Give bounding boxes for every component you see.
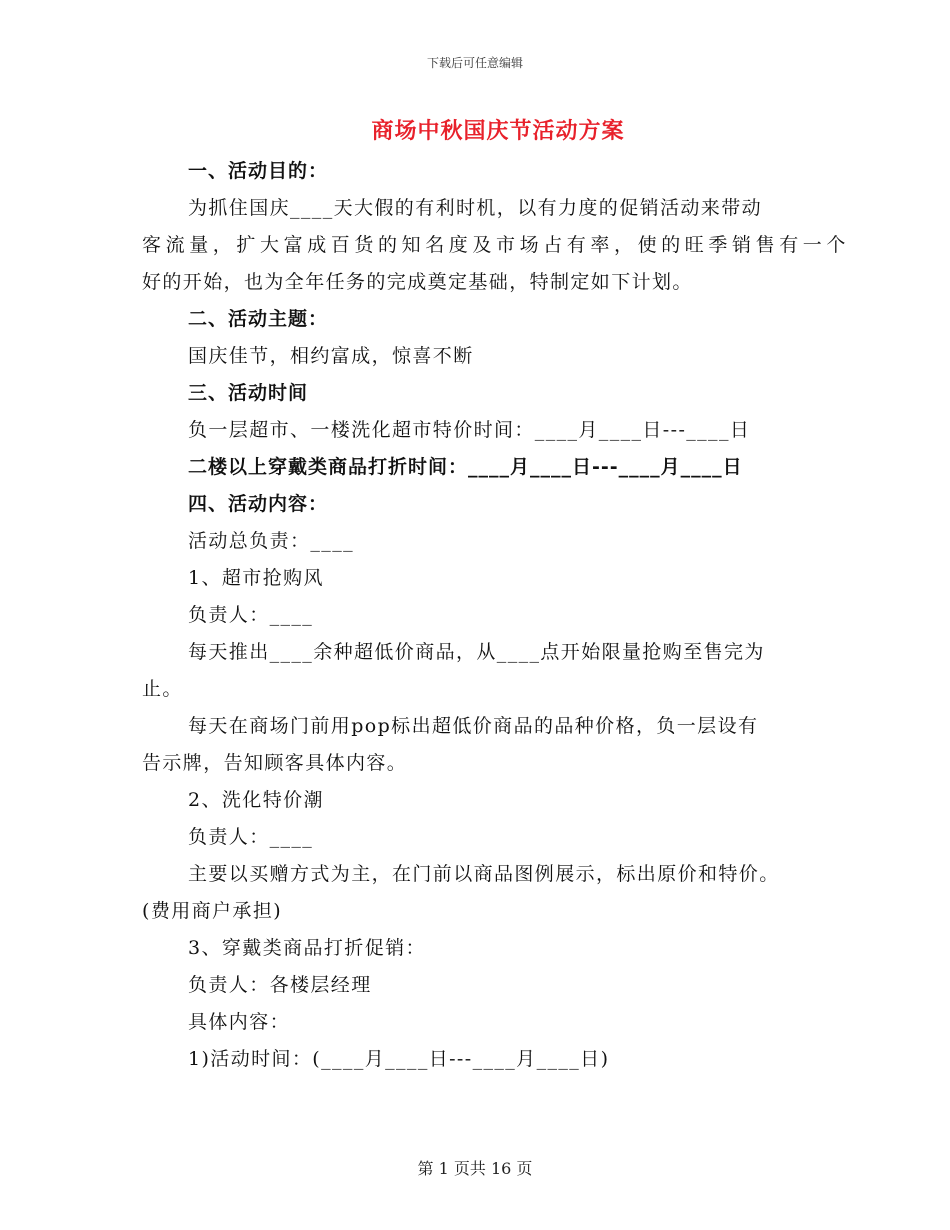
subsection-heading: 2、洗化特价潮 — [188, 789, 324, 811]
page-number: 第 1 页共 16 页 — [417, 1159, 533, 1178]
document-body — [142, 153, 851, 1078]
paragraph-line: 活动总负责：____ — [188, 530, 355, 552]
paragraph-line: 1)活动时间：(____月____日---____月____日) — [188, 1048, 610, 1070]
paragraph-line: 客流量，扩大富成百货的知名度及市场占有率，使的旺季销售有一个 — [142, 234, 851, 256]
paragraph-line-bold: 二楼以上穿戴类商品打折时间：____月____日---____月____日 — [188, 456, 743, 478]
paragraph-line: (费用商户承担) — [142, 900, 283, 922]
section-heading-time: 三、活动时间 — [188, 382, 309, 404]
paragraph-line: 负责人：____ — [188, 826, 314, 848]
subsection-heading: 1、超市抢购风 — [188, 567, 324, 589]
paragraph-line: 每天在商场门前用pop标出超低价商品的品种价格，负一层设有 — [188, 715, 759, 737]
paragraph-line: 止。 — [142, 678, 183, 700]
paragraph-line: 主要以买赠方式为主，在门前以商品图例展示，标出原价和特价。 — [188, 863, 780, 885]
paragraph-line: 负责人：各楼层经理 — [188, 974, 372, 996]
paragraph-line: 负一层超市、一楼洗化超市特价时间：____月____日---____日 — [188, 419, 751, 441]
paragraph-line: 具体内容： — [188, 1011, 291, 1033]
document-title: 商场中秋国庆节活动方案 — [371, 118, 625, 144]
paragraph-line: 告示牌，告知顾客具体内容。 — [142, 752, 408, 774]
header-note: 下载后可任意编辑 — [426, 56, 523, 70]
section-heading-content: 四、活动内容： — [188, 493, 329, 515]
section-heading-purpose: 一、活动目的： — [188, 160, 329, 182]
section-heading-theme: 二、活动主题： — [188, 308, 329, 330]
paragraph-line: 负责人：____ — [188, 604, 314, 626]
subsection-heading: 3、穿戴类商品打折促销： — [188, 937, 426, 959]
paragraph-line: 每天推出____余种超低价商品，从____点开始限量抢购至售完为 — [188, 641, 765, 663]
paragraph-line: 为抓住国庆____天大假的有利时机，以有力度的促销活动来带动 — [188, 197, 763, 219]
paragraph-line: 国庆佳节，相约富成，惊喜不断 — [188, 345, 474, 367]
paragraph-line: 好的开始，也为全年任务的完成奠定基础，特制定如下计划。 — [142, 271, 693, 293]
